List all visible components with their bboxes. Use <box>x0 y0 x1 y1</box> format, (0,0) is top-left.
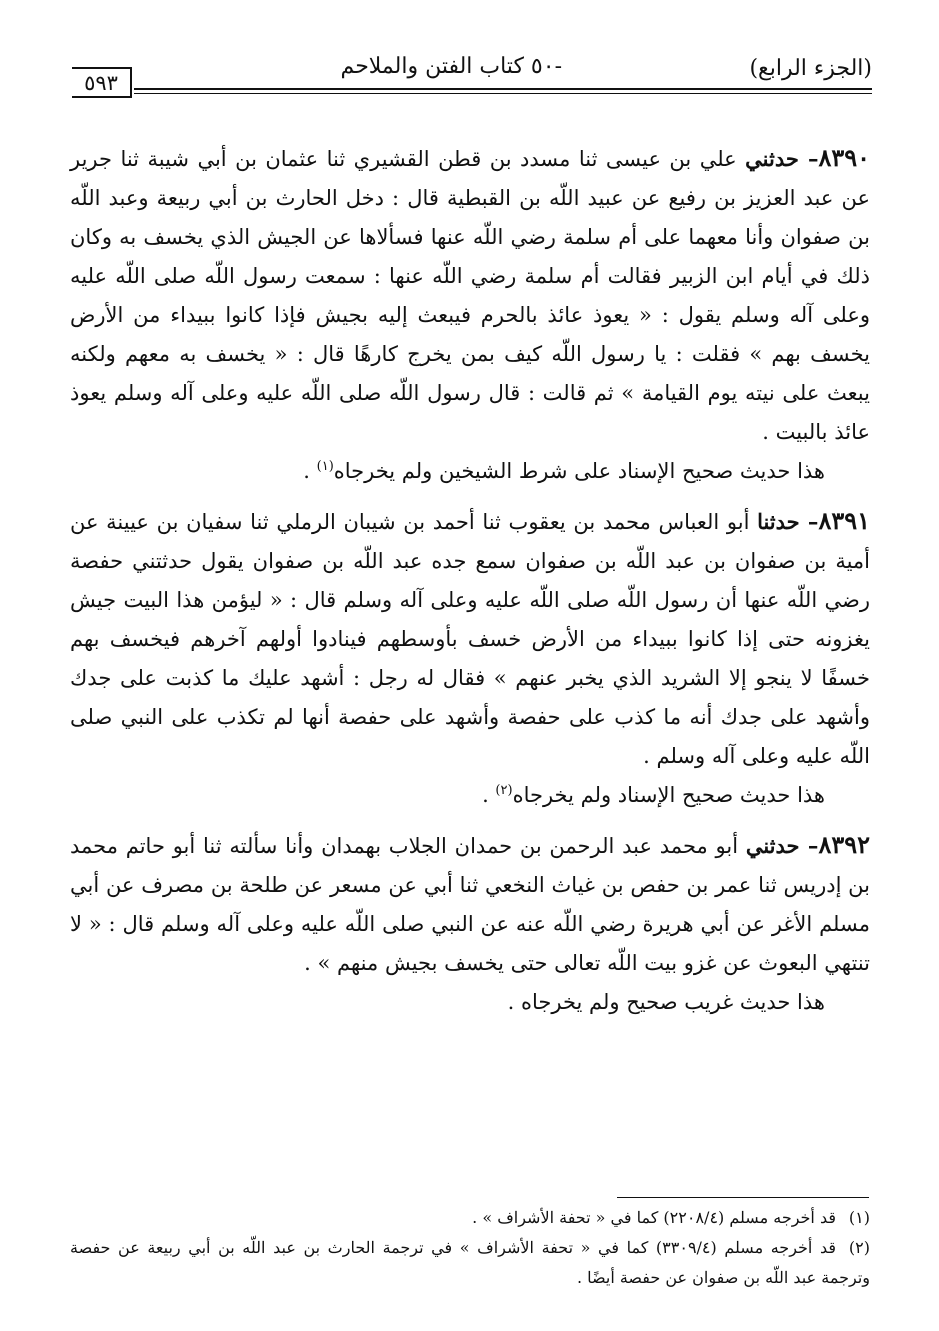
page-header <box>72 48 872 102</box>
footnotes <box>70 1203 870 1293</box>
hadith-8390: ٨٣٩٠– حدثني علي بن عيسى ثنا مسدد بن قطن القشيري ثنا عثمان بن أبي شيبة ثنا جرير عن عبد العزيز بن رفيع عن عبيد اللّه بن القبطية قال : دخل الحارث بن أبي ربيعة وعبد اللّه بن صفوان وأنا معهما على أم سلمة رضي اللّه عنها فسألاها عن الجيش الذي يخسف به وكان ذلك في أيام ابن الزبير فقالت أم سلمة رضي اللّه عنها : سمعت رسول اللّه صلى اللّه عليه وعلى آله وسلم يقول : « يعوذ عائذ بالحرم فيبعث إليه بجيش فإذا كانوا ببيداء من الأرض يخسف بهم » فقلت : يا رسول اللّه كيف بمن يخرج كارهًا قال : « يخسف به معهم ولكنه يبعث على نيته يوم القيامة » ثم قالت : قال رسول اللّه صلى اللّه عليه وعلى آله وسلم يعوذ عائذ بالبيت . <box>70 143 871 444</box>
volume-label: (الجزء الرابع) <box>749 56 872 81</box>
footnote-text: قد أخرجه مسلم (٢٢٠٨/٤) كما في « تحفة الأشراف » . <box>472 1208 836 1227</box>
page-body <box>70 138 870 1022</box>
hadith-text: علي بن عيسى ثنا مسدد بن قطن القشيري ثنا عثمان بن أبي شيبة ثنا جرير عن عبد العزيز بن رفيع عن عبيد اللّه بن القبطية قال : دخل الحارث بن أبي ربيعة وعبد اللّه بن صفوان وأنا معهما على أم سلمة رضي اللّه عنها فسألاها عن الجيش الذي يخسف به وكان ذلك في أيام ابن الزبير فقالت أم سلمة رضي اللّه عنها : سمعت رسول اللّه صلى اللّه عليه وعلى آله وسلم يقول : « يعوذ عائذ بالحرم فيبعث إليه بجيش فإذا كانوا ببيداء من الأرض يخسف بهم » فقلت : يا رسول اللّه كيف بمن يخرج كارهًا قال : « يخسف به معهم ولكنه يبعث على نيته يوم القيامة » ثم قالت : قال رسول اللّه صلى اللّه عليه وعلى آله وسلم يعوذ عائذ بالبيت . <box>70 147 870 444</box>
footnote-text: قد أخرجه مسلم (٣٣٠٩/٤) كما في « تحفة الأشراف » في ترجمة الحارث بن عبد اللّه بن أبي ربيعة عن حفصة وترجمة عبد اللّه بن صفوان عن حفصة أيضًا . <box>70 1238 870 1287</box>
verdict-text: هذا حديث صحيح الإسناد ولم يخرجاه <box>512 783 825 807</box>
hadith-verdict: هذا حديث صحيح الإسناد ولم يخرجاه$^{(٢)}$ . <box>482 783 825 807</box>
hadith-verdict: هذا حديث صحيح الإسناد على شرط الشيخين ولم يخرجاه$^{(١)}$ . <box>303 459 825 483</box>
page-number-box: ٥٩٣ <box>72 67 132 98</box>
footnote-marker[interactable]: (١) <box>316 459 334 474</box>
hadith-lead: حدثني <box>745 146 799 171</box>
hadith-number: ٨٣٩١ <box>818 506 870 535</box>
hadith-verdict: هذا حديث غريب صحيح ولم يخرجاه . <box>507 990 825 1014</box>
hadith-text: أبو العباس محمد بن يعقوب ثنا أحمد بن شيبان الرملي ثنا سفيان بن عيينة عن أمية بن صفوان بن عبد اللّه بن صفوان سمع جده عبد اللّه بن صفوان يقول حدثتني حفصة رضي اللّه عنها أن رسول اللّه صلى اللّه عليه وعلى آله وسلم قال : « ليؤمن هذا البيت جيش يغزونه حتى إذا كانوا ببيداء من الأرض خسف بأوسطهم فينادوا أولهم آخرهم فيخسف بهم خسفًا لا ينجو إلا الشريد الذي يخبر عنهم » فقال له رجل : أشهد عليك ما كذبت على جدك وأشهد على جدك أنه ما كذب على حفصة وأشهد على حفصة أنها لم تكذب على النبي صلى اللّه عليه وعلى آله وسلم . <box>70 510 870 768</box>
book-title: -٥٠ كتاب الفتن والملاحم <box>340 54 562 79</box>
footnote-item <box>70 1233 870 1293</box>
hadith-number: ٨٣٩٢ <box>818 830 870 859</box>
verdict-text: هذا حديث صحيح الإسناد على شرط الشيخين ولم يخرجاه <box>333 459 825 483</box>
footnote-item <box>70 1203 870 1233</box>
hadith-lead: حدثنا <box>757 509 800 534</box>
hadith-8391: ٨٣٩١– حدثنا أبو العباس محمد بن يعقوب ثنا أحمد بن شيبان الرملي ثنا سفيان بن عيينة عن أمية بن صفوان بن عبد اللّه بن صفوان سمع جده عبد اللّه بن صفوان يقول حدثتني حفصة رضي اللّه عنها أن رسول اللّه صلى اللّه عليه وعلى آله وسلم قال : « ليؤمن هذا البيت جيش يغزونه حتى إذا كانوا ببيداء من الأرض خسف بأوسطهم فينادوا أولهم آخرهم فيخسف بهم خسفًا لا ينجو إلا الشريد الذي يخبر عنهم » فقال له رجل : أشهد عليك ما كذبت على جدك وأشهد على جدك أنه ما كذب على حفصة وأشهد على حفصة أنها لم تكذب على النبي صلى اللّه عليه وعلى آله وسلم . <box>70 506 870 768</box>
footnote-separator <box>617 1197 869 1198</box>
header-rule-thin <box>134 93 872 94</box>
header-rule <box>134 88 872 90</box>
footnote-marker[interactable]: (٢) <box>495 783 513 798</box>
footnote-number: (١) <box>848 1208 870 1227</box>
verdict-text: هذا حديث غريب صحيح ولم يخرجاه <box>521 990 825 1014</box>
hadith-8392: ٨٣٩٢– حدثني أبو محمد عبد الرحمن بن حمدان الجلاب بهمدان وأنا سألته ثنا أبو حاتم محمد بن إدريس ثنا عمر بن حفص بن غياث النخعي ثنا أبي عن مسعر عن طلحة بن مصرف عن أبي مسلم الأغر عن أبي هريرة رضي اللّه عنه عن النبي صلى اللّه عليه وعلى آله وسلم قال : « لا تنتهي البعوث عن غزو بيت اللّه تعالى حتى يخسف بجيش منهم » . <box>70 830 871 975</box>
hadith-number: ٨٣٩٠ <box>818 143 871 172</box>
hadith-lead: حدثني <box>745 833 800 858</box>
hadith-text: أبو محمد عبد الرحمن بن حمدان الجلاب بهمدان وأنا سألته ثنا أبو حاتم محمد بن إدريس ثنا عمر بن حفص بن غياث النخعي ثنا أبي عن مسعر عن طلحة بن مصرف عن أبي مسلم الأغر عن أبي هريرة رضي اللّه عنه عن النبي صلى اللّه عليه وعلى آله وسلم قال : « لا تنتهي البعوث عن غزو بيت اللّه تعالى حتى يخسف بجيش منهم » . <box>70 834 871 975</box>
footnote-number: (٢) <box>848 1238 871 1257</box>
